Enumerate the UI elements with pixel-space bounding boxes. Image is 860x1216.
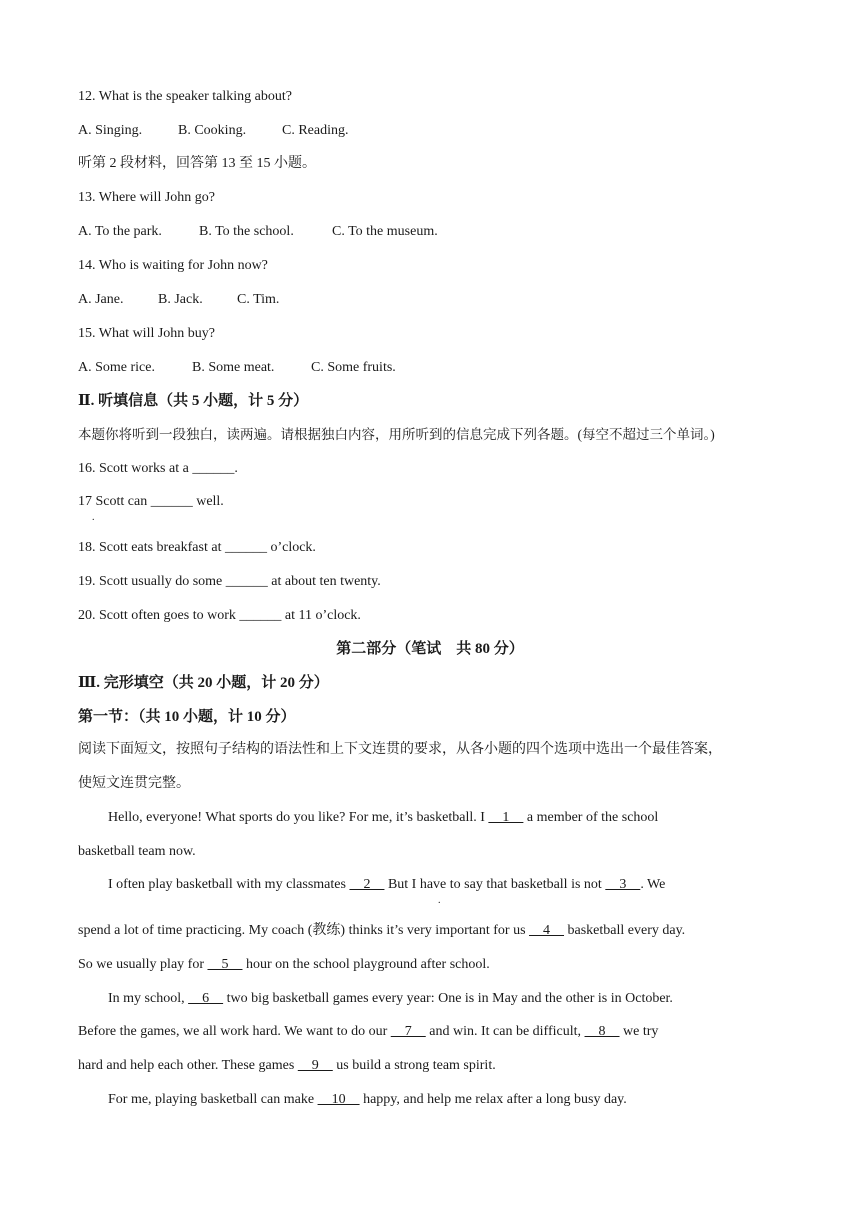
section-instructions: 本题你将听到一段独白，读两遍。请根据独白内容，用所听到的信息完成下列各题。(每空不超过三个单词。) — [78, 427, 715, 442]
option-c: C. Reading. — [282, 123, 349, 138]
blank-1: 1 — [488, 810, 524, 825]
option-b: B. Cooking. — [178, 123, 247, 138]
paragraph-line: So we usually play for 5 hour on the school playground after school. — [78, 957, 490, 972]
subsection-title: 第一节：（共 10 小题，计 10 分） — [78, 709, 296, 725]
question-stem: 14. Who is waiting for John now? — [78, 258, 268, 273]
paragraph-line: hard and help each other. These games 9 us build a strong team spirit. — [78, 1058, 496, 1073]
paragraph-line: For me, playing basketball can make 10 happy, and help me relax after a long busy day. — [108, 1092, 627, 1107]
options — [78, 121, 349, 141]
blank-10: 10 — [317, 1092, 360, 1107]
fill-item-19: 19. Scott usually do some ______ at about ten twenty. — [78, 574, 381, 589]
option-b: B. Jack. — [158, 292, 203, 307]
question-stem: 12. What is the speaker talking about? — [78, 89, 292, 104]
blank-3: 3 — [605, 877, 641, 892]
fill-item-17: 17 Scott can ______ well. — [78, 494, 224, 509]
blank-7: 7 — [390, 1024, 426, 1039]
fill-item-20: 20. Scott often goes to work ______ at 11 o’clock. — [78, 608, 361, 623]
blank-4: 4 — [529, 923, 565, 938]
options — [78, 222, 438, 242]
option-b: B. Some meat. — [192, 360, 275, 375]
fill-item-18: 18. Scott eats breakfast at ______ o’clock. — [78, 540, 316, 555]
passage-intro: 听第 2 段材料，回答第 13 至 15 小题。 — [78, 156, 316, 171]
option-c: C. To the museum. — [332, 224, 438, 239]
blank-9: 9 — [297, 1058, 333, 1073]
paragraph-line: Hello, everyone! What sports do you like? For me, it’s basketball. I 1 a member of the school — [108, 810, 659, 825]
section-instructions-cont: 使短文连贯完整。 — [78, 776, 190, 791]
paragraph-line: basketball team now. — [78, 844, 196, 859]
paragraph-line: In my school, 6 two big basketball games every year: One is in May and the other is in October. — [108, 991, 673, 1006]
blank-6: 6 — [188, 991, 224, 1006]
dot-mark: . — [438, 895, 441, 906]
section-title: Ⅲ. 完形填空（共 20 小题，计 20 分） — [78, 675, 329, 691]
dot-mark: . — [92, 512, 95, 523]
option-c: C. Tim. — [237, 292, 280, 307]
blank-2: 2 — [349, 877, 385, 892]
option-a: A. To the park. — [78, 224, 162, 239]
paragraph-line: I often play basketball with my classmates 2 But I have to say that basketball is not 3 . We — [108, 877, 666, 892]
option-a: A. Jane. — [78, 292, 124, 307]
option-b: B. To the school. — [199, 224, 294, 239]
paragraph-line: spend a lot of time practicing. My coach (教练) thinks it’s very important for us 4 basketball every day. — [78, 923, 686, 938]
options — [78, 358, 396, 378]
option-a: A. Singing. — [78, 123, 143, 138]
part-title: 第二部分（笔试 共 80 分） — [336, 641, 524, 657]
section-title: Ⅱ. 听填信息（共 5 小题，计 5 分） — [78, 393, 309, 409]
section-instructions: 阅读下面短文，按照句子结构的语法性和上下文连贯的要求，从各小题的四个选项中选出一个最佳答案， — [78, 742, 722, 757]
option-c: C. Some fruits. — [311, 360, 396, 375]
question-stem: 13. Where will John go? — [78, 190, 215, 205]
paragraph-line: Before the games, we all work hard. We want to do our 7 and win. It can be difficult, 8 we try — [78, 1024, 659, 1039]
fill-item-16: 16. Scott works at a ______. — [78, 461, 238, 476]
option-a: A. Some rice. — [78, 360, 155, 375]
blank-5: 5 — [207, 957, 243, 972]
question-stem: 15. What will John buy? — [78, 326, 216, 341]
options — [78, 290, 279, 310]
blank-8: 8 — [584, 1024, 620, 1039]
